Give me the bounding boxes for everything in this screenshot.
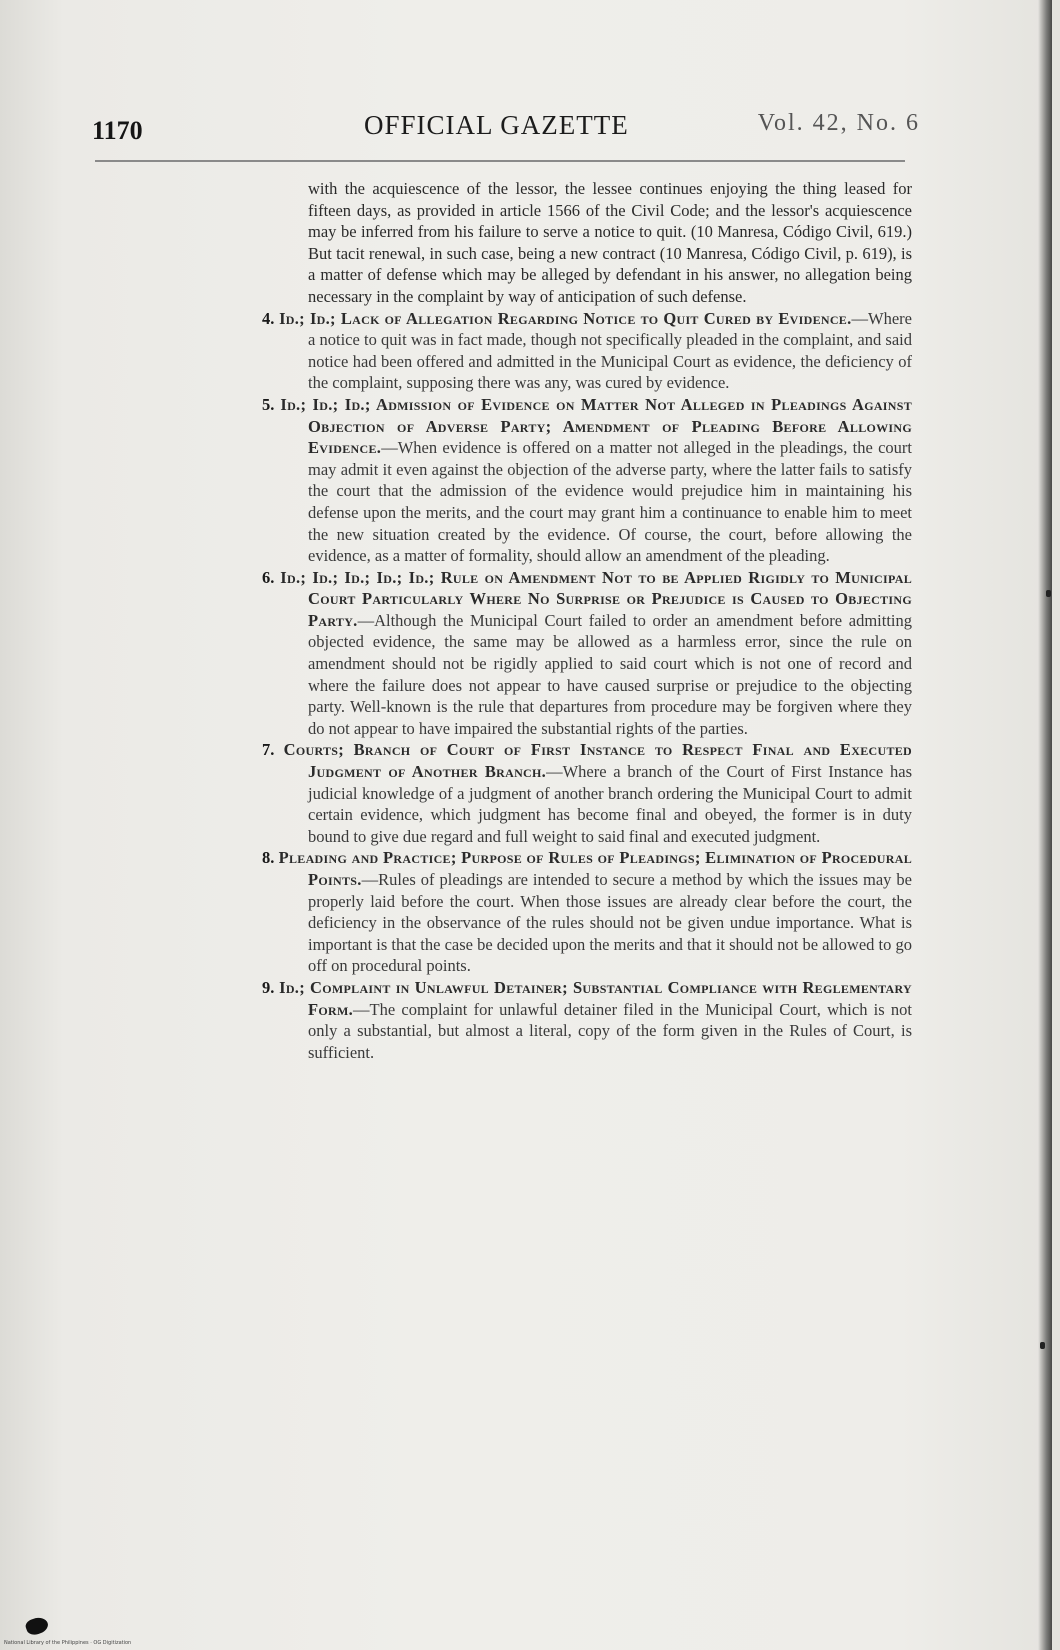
margin-mark	[1040, 1342, 1045, 1349]
syllabus-body: —Although the Municipal Court failed to order an amendment before admitting objected evidence, the same may be allowed as a harmless error, since the rule on amendment should not be rigidly applied to said court which is not one of record and where the failure does not appear to have caused surprise or prejudice to the objecting party. Well-known is the rule that departures from procedure may be forgiven where they do not appear to have impaired the substantial rights of the parties.	[308, 610, 912, 738]
syllabus-number: 7.	[262, 740, 275, 760]
syllabus-item-5	[262, 394, 912, 567]
syllabus-number: 8.	[262, 848, 275, 868]
syllabus-number: 5.	[262, 394, 275, 414]
syllabus-number: 4.	[262, 308, 275, 328]
syllabus-item-7	[262, 739, 912, 847]
header-rule	[95, 160, 905, 162]
syllabus-body: —When evidence is offered on a matter not alleged in the pleadings, the court may admit it even against the objection of the adverse party, where the latter fails to satisfy the court that the admission of the evidence would prejudice him in maintaining his defense upon the merits, and the court may grant him a continuance to enable him to meet the new situation created by the evidence. Of course, the court, before allowing the evidence, as a matter of formality, should allow an amendment of the pleading.	[308, 438, 912, 566]
syllabus-heading: Id.; Complaint in Unlawful Detainer; Substantial Compliance with Reglementary Form.	[279, 977, 912, 1019]
syllabus-number: 9.	[262, 977, 275, 997]
intro-paragraph: with the acquiescence of the lessor, the lessee continues enjoying the thing leased for fifteen days, as provided in article 1566 of the Civil Code; and the lessor's acquiescence may be inferred from his failure to serve a notice to quit. (10 Manresa, Código Civil, 619.) But tacit renewal, in such case, being a new contract (10 Manresa, Código Civil, p. 619), is a matter of defense which may be alleged by defendant in his answer, no allegation being necessary in the complaint by way of anticipation of such defense.	[308, 179, 912, 306]
margin-mark	[1046, 590, 1051, 597]
syllabus-item-4	[262, 308, 912, 394]
syllabus-body: —Where a branch of the Court of First Instance has judicial knowledge of a judgment of another branch ordering the Municipal Court to admit certain evidence, which judgment has become final and obeyed, the former is in duty bound to give due regard and full weight to said final and executed judgment.	[308, 762, 913, 846]
ink-blot	[24, 1615, 50, 1638]
syllabus-item-9	[262, 977, 912, 1063]
syllabus-heading: Pleading and Practice; Purpose of Rules of Pleadings; Elimination of Procedural Points.	[278, 848, 912, 889]
syllabus-body: —The complaint for unlawful detainer filed in the Municipal Court, which is not only a substantial, but almost a literal, copy of the form given in the Rules of Court, is sufficient.	[308, 999, 912, 1062]
page-header	[92, 106, 920, 154]
volume-issue: Vol. 42, No. 6	[757, 110, 920, 136]
page-number: 1170	[92, 116, 143, 145]
page-edge-shadow	[1038, 0, 1052, 1650]
syllabus-body: —Rules of pleadings are intended to secure a method by which the issues may be properly laid before the court. When those issues are already clear before the court, the deficiency in the observance of the rules should not be given undue importance. What is important is that the case be decided upon the merits and that it should not be allowed to go off on procedural points.	[308, 870, 912, 976]
syllabus-heading: Courts; Branch of Court of First Instance to Respect Final and Executed Judgment of Another Branch.	[283, 740, 913, 782]
syllabus-content	[262, 178, 912, 1063]
syllabus-heading: Id.; Id.; Lack of Allegation Regarding Notice to Quit Cured by Evidence.	[279, 308, 852, 328]
syllabus-body: —Where a notice to quit was in fact made, though not specifically pleaded in the complaint, and said notice had been offered and admitted in the Municipal Court as evidence, the deficiency of the complaint, supposing there was any, was cured by evidence.	[308, 308, 912, 393]
scan-footer-note: National Library of the Philippines · OG Digitization	[4, 1640, 132, 1646]
running-title: OFFICIAL GAZETTE	[364, 110, 629, 140]
syllabus-heading: Id.; Id.; Id.; Admission of Evidence on Matter Not Alleged in Pleadings Against Objection of Adverse Party; Amendment of Pleading Before Allowing Evidence.	[280, 394, 913, 458]
syllabus-item-8	[262, 847, 912, 977]
syllabus-item-6	[262, 567, 912, 740]
syllabus-number: 6.	[262, 567, 275, 587]
syllabus-heading: Id.; Id.; Id.; Id.; Id.; Rule on Amendment Not to be Applied Rigidly to Municipal Court Particularly Where No Surprise or Prejudice is Caused to Objecting Party.	[280, 567, 913, 630]
